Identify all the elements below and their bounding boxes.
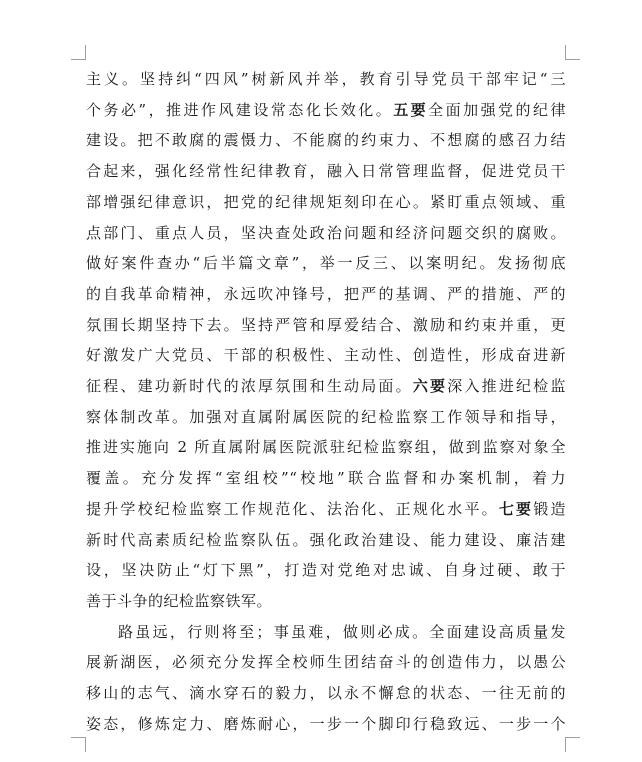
text-line [86, 371, 566, 402]
text-segment: 主义。坚持纠“四风”树新风并举，教育引导党员干部牢记“三 [86, 70, 566, 88]
text-segment: 深入推进纪检监 [447, 377, 566, 396]
text-segment: 合起来，强化经常性纪律教育，融入日常管理监督，促进党员干 [86, 162, 566, 181]
text-segment: 的自我革命精神，永远吹冲锋号，把严的基调、严的措施、严的 [86, 284, 566, 303]
text-line [86, 95, 566, 126]
text-segment: 提升学校纪检监察工作规范化、法治化、正规化水平。 [86, 499, 499, 518]
text-line [86, 432, 566, 463]
text-segment: 覆盖。充分发挥“室组校”“校地”联合监督和办案机制，着力 [86, 469, 566, 488]
text-line [86, 463, 566, 494]
text-segment: 察体制改革。加强对直属附属医院的纪检监察工作领导和指导， [86, 407, 566, 426]
text-segment: 好激发广大党员、干部的积极性、主动性、创造性，形成奋进新 [86, 346, 566, 365]
text-segment: 设，坚决防止“灯下黑”，打造对党绝对忠诚、自身过硬、敢于 [86, 561, 566, 580]
crop-mark-bottom-left [71, 737, 86, 752]
text-segment: 路虽远，行则将至；事虽难，做则必成。全面建设高质量发 [118, 622, 566, 641]
text-line [86, 279, 566, 310]
text-segment: 姿态，修炼定力、磨炼耐心，一步一个脚印行稳致远、一步一个 [86, 714, 566, 733]
text-line [86, 187, 566, 218]
text-line [86, 494, 566, 525]
bold-keyword: 七要 [498, 499, 534, 518]
text-line [86, 125, 566, 156]
text-segment: 新时代高素质纪检监察队伍。强化政治建设、能力建设、廉洁建 [86, 530, 566, 549]
text-line [86, 555, 566, 586]
text-segment: 个务必”，推进作风建设常态化长效化。 [86, 100, 394, 119]
text-line [86, 678, 566, 709]
text-line [86, 340, 566, 371]
text-line [86, 248, 566, 279]
text-segment: 氛围长期坚持下去。坚持严管和厚爱结合、激励和约束并重，更 [86, 315, 566, 334]
text-segment: 建设。把不敢腐的震慑力、不能腐的约束力、不想腐的感召力结 [86, 131, 566, 150]
text-line [86, 709, 566, 740]
text-line [86, 64, 566, 95]
text-line [86, 586, 566, 617]
crop-mark-top-left [71, 45, 86, 60]
text-line [86, 402, 566, 433]
text-line [86, 156, 566, 187]
text-segment: 移山的志气、滴水穿石的毅力，以永不懈怠的状态、一往无前的 [86, 684, 566, 703]
crop-mark-bottom-right [565, 737, 580, 752]
crop-mark-top-right [565, 45, 580, 60]
text-line [86, 310, 566, 341]
text-line [86, 218, 566, 249]
text-line [86, 617, 566, 648]
text-line [86, 525, 566, 556]
bold-keyword: 六要 [412, 377, 448, 396]
text-segment: 推进实施向 2 所直属附属医院派驻纪检监察组，做到监察对象全 [86, 438, 566, 457]
paragraph [86, 617, 566, 740]
text-segment: 做好案件查办“后半篇文章”，举一反三、以案明纪。发扬彻底 [86, 254, 566, 273]
text-segment: 征程、建功新时代的浓厚氛围和生动局面。 [86, 377, 413, 396]
paragraph [86, 64, 566, 617]
bold-keyword: 五要 [393, 100, 429, 119]
text-segment: 部增强纪律意识，把党的纪律规矩刻印在心。紧盯重点领域、重 [86, 192, 566, 211]
body-text [86, 64, 566, 739]
text-segment: 点部门、重点人员，坚决查处政治问题和经济问题交织的腐败。 [86, 223, 566, 242]
text-segment: 展新湖医，必须充分发挥全校师生团结奋斗的创造伟力，以愚公 [86, 653, 566, 672]
text-segment: 全面加强党的纪律 [428, 100, 566, 119]
text-segment: 善于斗争的纪检监察铁军。 [86, 591, 273, 610]
text-line [86, 647, 566, 678]
text-segment: 锻造 [533, 499, 566, 518]
